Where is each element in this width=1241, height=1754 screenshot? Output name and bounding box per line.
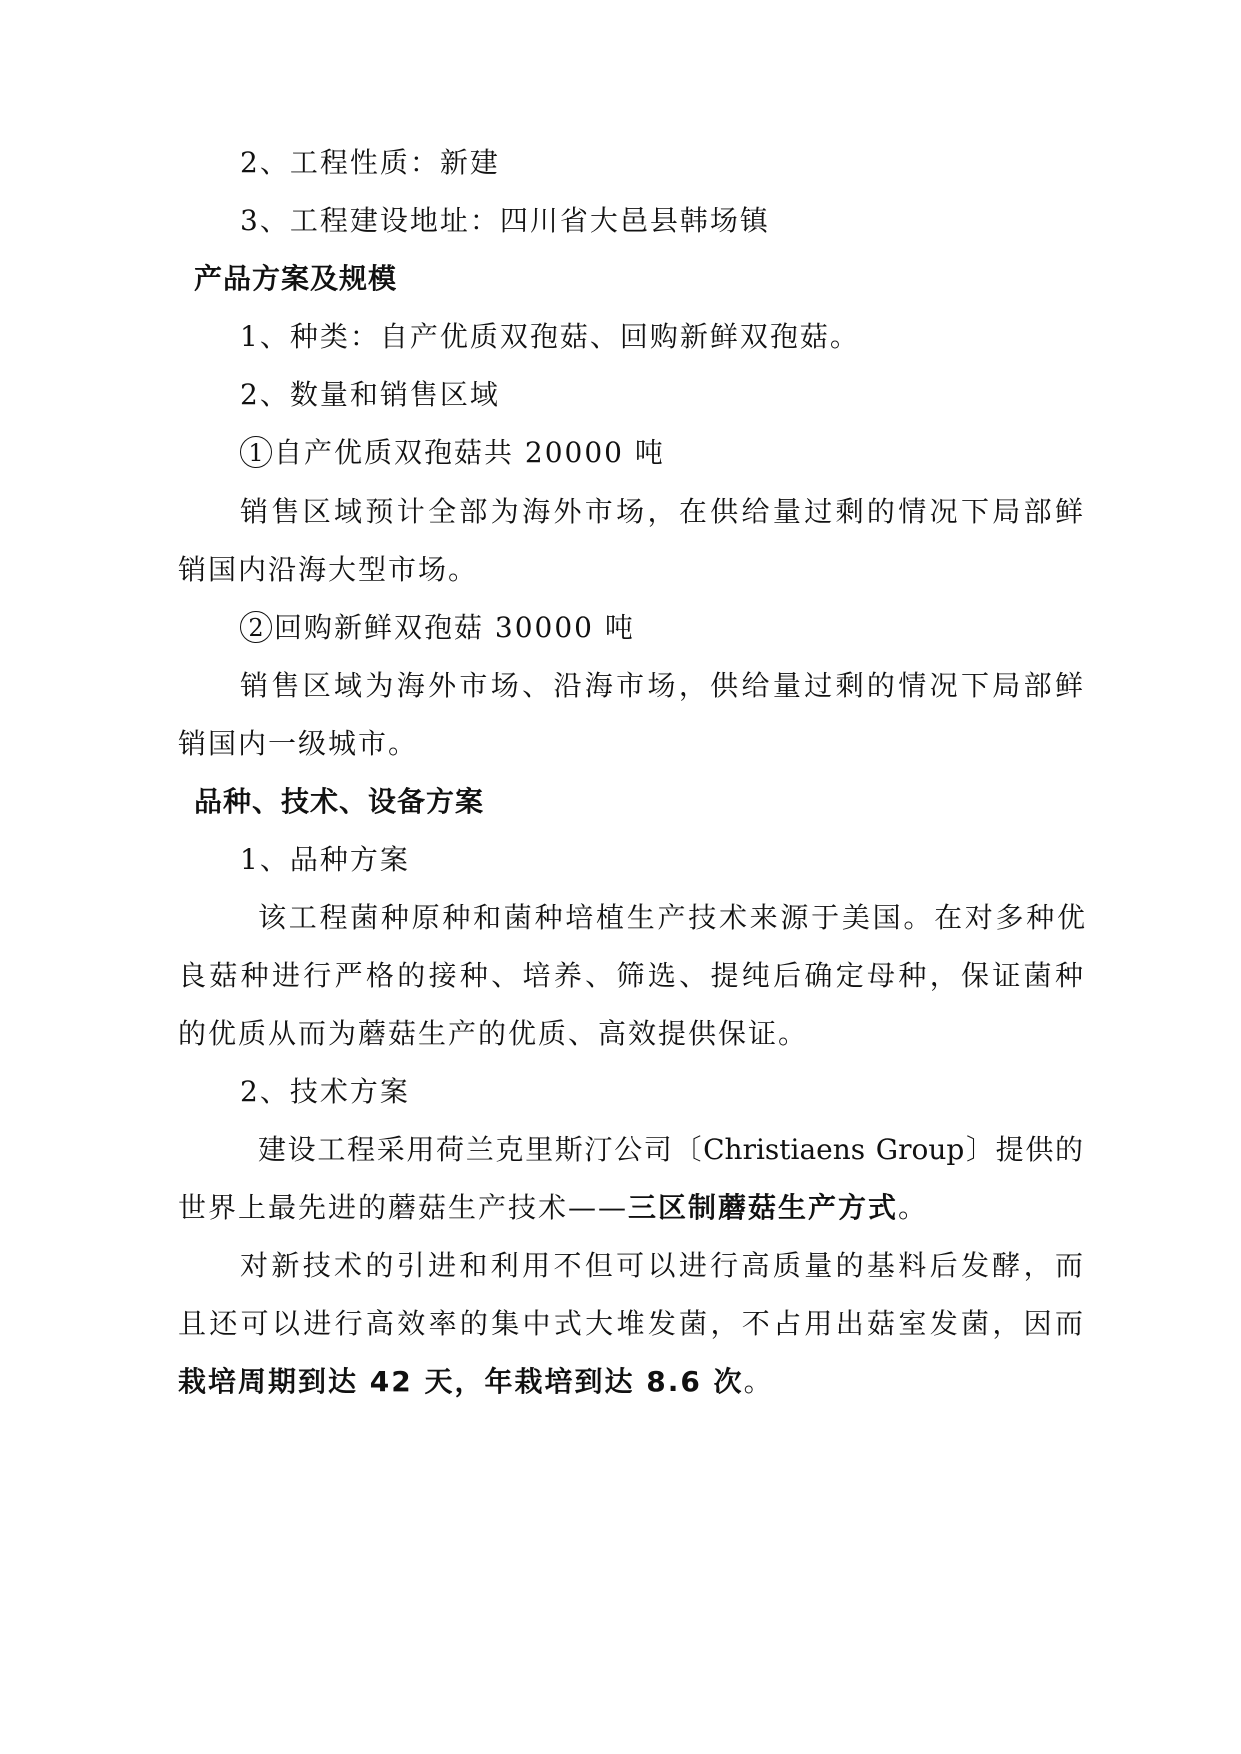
circled-number-2: 2 (240, 611, 272, 643)
item-self-produced (240, 433, 665, 473)
text-run: 。 (898, 1191, 929, 1224)
circled-number-1: 1 (240, 436, 272, 468)
product-type-line: 1、种类：自产优质双孢菇、回购新鲜双孢菇。 (240, 320, 860, 353)
project-address-line: 3、工程建设地址：四川省大邑县韩场镇 (240, 204, 770, 237)
paragraph-line: 良菇种进行严格的接种、培养、筛选、提纯后确定母种，保证菌种 (178, 959, 1083, 992)
paragraph-line: 对新技术的引进和利用不但可以进行高质量的基料后发酵，而 (240, 1249, 1083, 1282)
paragraph-line: 且还可以进行高效率的集中式大堆发菌，不占用出菇室发菌，因而 (178, 1307, 1083, 1340)
section-heading-product: 产品方案及规模 (194, 262, 398, 295)
item-repurchased (240, 608, 635, 648)
quantity-region-line: 2、数量和销售区域 (240, 378, 500, 411)
paragraph-line: 销国内沿海大型市场。 (178, 553, 479, 586)
paragraph-line: 该工程菌种原种和菌种培植生产技术来源于美国。在对多种优 (258, 901, 1085, 934)
item-text: 回购新鲜双孢菇 30000 吨 (274, 611, 635, 644)
bold-text-run: 栽培周期到达 42 天，年栽培到达 8.6 次 (178, 1365, 744, 1398)
paragraph-line (178, 1362, 774, 1402)
technology-plan-line: 2、技术方案 (240, 1075, 410, 1108)
item-text: 自产优质双孢菇共 20000 吨 (274, 436, 665, 469)
project-nature-line: 2、工程性质：新建 (240, 146, 500, 179)
text-run: 世界上最先进的蘑菇生产技术—— (178, 1191, 629, 1224)
section-heading-technology: 品种、技术、设备方案 (194, 785, 485, 818)
paragraph-line: 销售区域为海外市场、沿海市场，供给量过剩的情况下局部鲜 (240, 669, 1083, 702)
paragraph-line (178, 1188, 928, 1228)
text-run: 。 (743, 1365, 774, 1398)
paragraph-line: 建设工程采用荷兰克里斯汀公司〔Christiaens Group〕提供的 (258, 1133, 1083, 1166)
bold-text-run: 三区制蘑菇生产方式 (628, 1191, 899, 1224)
variety-plan-line: 1、品种方案 (240, 843, 410, 876)
paragraph-line: 的优质从而为蘑菇生产的优质、高效提供保证。 (178, 1017, 809, 1050)
paragraph-line: 销国内一级城市。 (178, 727, 419, 760)
paragraph-line: 销售区域预计全部为海外市场，在供给量过剩的情况下局部鲜 (240, 495, 1083, 528)
